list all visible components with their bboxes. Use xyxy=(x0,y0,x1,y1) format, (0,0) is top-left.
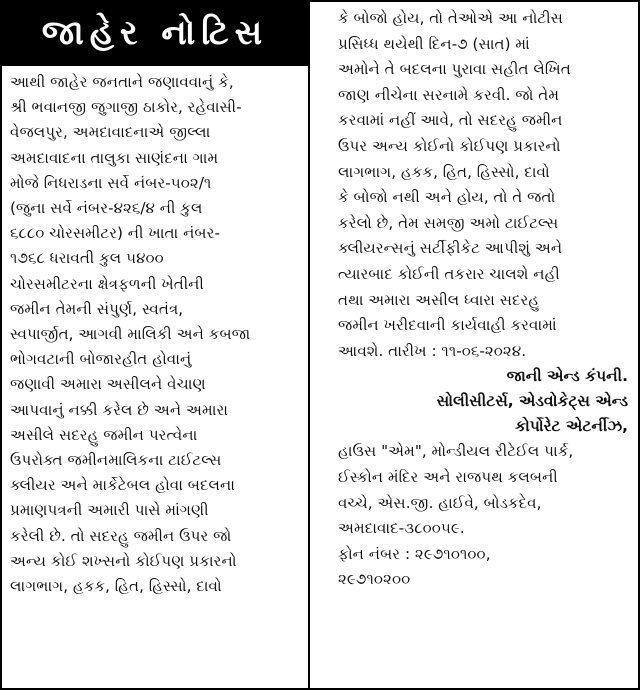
text-line: અમદાવાદના તાલુકા સાણંદના ગામ xyxy=(10,148,219,167)
text-line: ચોરસમીટરના ક્ષેત્રફળની ખેતીની xyxy=(10,274,204,293)
text-line: અસીલે સદરહુ જમીન પરત્વેના xyxy=(10,425,198,444)
left-column xyxy=(2,2,310,688)
address-line: હાઉસ "એમ", મોન્ડીયલ રીટેઈલ પાર્ક, xyxy=(338,442,574,461)
text-line: અન્ય કોઈ શખ્સનો કોઈપણ પ્રકારનો xyxy=(10,551,237,570)
address-line: અમદાવાદ-૩૮૦૦૫૯. xyxy=(338,519,465,538)
text-line: (જુના સર્વે નંબર-૪૨૬/૪ ની કુલ xyxy=(10,199,203,218)
text-line: કરેલી છે. તો સદરહુ જમીન ઉપર જો xyxy=(10,526,232,545)
text-line: ઉપર અન્ય કોઈનો કોઈપણ પ્રકારનો xyxy=(338,136,561,155)
text-line: સ્વપાર્જીત, આગવી માલિકી અને કબજા xyxy=(10,325,251,344)
text-line: આથી જાહેર જનતાને જણાવવાનું કે, xyxy=(10,73,234,91)
text-line: આપવાનું નક્કી કરેલ છે અને અમારા xyxy=(10,400,229,419)
text-line: પ્રસિધ્ધ થયેથી દિન-૭ (સાત) માં xyxy=(338,34,530,53)
address-line: ઈસ્કોન મંદિર અને રાજપથ કલબની xyxy=(338,467,558,486)
text-line: લાગભાગ, હકક, હિત, હિસ્સો, દાવો xyxy=(338,162,550,181)
text-line: લાગભાગ, હકક, હિત, હિસ્સો, દાવો xyxy=(10,577,222,596)
text-line: મોજે નિધરાડના સર્વે નંબર-૫૦૨/૧ xyxy=(10,173,212,192)
text-line: કે બોજો હોય, તો તેઓએ આ નોટીસ xyxy=(338,9,563,27)
text-line: ૧૭૬૮ ધરાવતી કુલ ૫૪૦૦ xyxy=(10,249,164,268)
text-line: કરવામાં નહીં આવે, તો સદરહુ જમીન xyxy=(338,111,563,130)
text-line: જાણ નીચેના સરનામે કરવી. જો તેમ xyxy=(338,85,560,104)
phone-line: ફોન નંબર : ૨૯૭૧૦૧૦૦, xyxy=(338,544,491,563)
text-line: અમોને તે બદલના પુરાવા સહીત લેખિત xyxy=(338,60,571,79)
text-line: જમીન તેમની સંપુર્ણ, સ્વતંત્ર, xyxy=(10,299,184,318)
text-line: શ્રી ભવાનજી જુગાજી ઠાકોર, રહેવાસી- xyxy=(10,98,242,117)
text-line: ૬૮૮૦ ચોરસમીટર) ની ખાતા નંબર- xyxy=(10,224,220,243)
firm-name: જાની એન્ડ કંપની. xyxy=(506,367,628,386)
text-line: આવશે. તારીખ : ૧૧-૦૬-૨૦૨૪. xyxy=(338,341,527,360)
text-line: કે બોજો નથી અને હોય, તો તે જતો xyxy=(338,188,556,207)
text-line: જમીન ખરીદવાની કાર્યવાહી કરવામાં xyxy=(338,316,557,335)
right-column xyxy=(320,2,638,688)
text-line: કરેલો છે, તેમ સમજી અમો ટાઈટલ્સ xyxy=(338,213,559,232)
text-line: ત્યારબાદ કોઈની તકરાર ચાલશે નહી xyxy=(338,264,560,283)
notice-body-right xyxy=(338,6,632,364)
text-line: તથા અમારા અસીલ ધ્વારા સદરહુ xyxy=(338,290,540,309)
text-line: ભોગવટાની બોજારહીત હોવાનું xyxy=(10,350,192,369)
notice-body-left xyxy=(2,66,308,599)
address-block xyxy=(338,439,632,593)
firm-line-1: સોલીસીટર્સ, એડવોકેટ્સ એન્ડ xyxy=(436,392,628,411)
text-line: પ્રમાણપત્રની અમારી પાસે માંગણી xyxy=(10,501,209,520)
text-line: જણાવી અમારા અસીલને વેચાણ xyxy=(10,375,206,394)
firm-block xyxy=(338,364,632,439)
text-line: વેજલપુર, અમદાવાદનાએ જીલ્લા xyxy=(10,123,211,142)
text-line: ઉપરોક્ત જમીનમાલિકના ટાઈટલ્સ xyxy=(10,451,222,470)
address-line: વચ્ચે, એસ.જી. હાઈવે, બોડકદેવ, xyxy=(338,493,542,512)
text-line: ક્લીયરન્સનું સર્ટીફીકેટ આપીશું અને xyxy=(338,239,563,258)
phone-line: ૨૯૭૧૦૨૦૦ xyxy=(338,570,411,589)
text-line: ક્લીયર અને માર્કેટેબલ હોવા બદલના xyxy=(10,476,235,495)
notice-title: જાહેર નોટિસ xyxy=(2,2,308,66)
firm-line-2: કોર્પોરેટ એટર્નીઝ, xyxy=(514,417,628,436)
